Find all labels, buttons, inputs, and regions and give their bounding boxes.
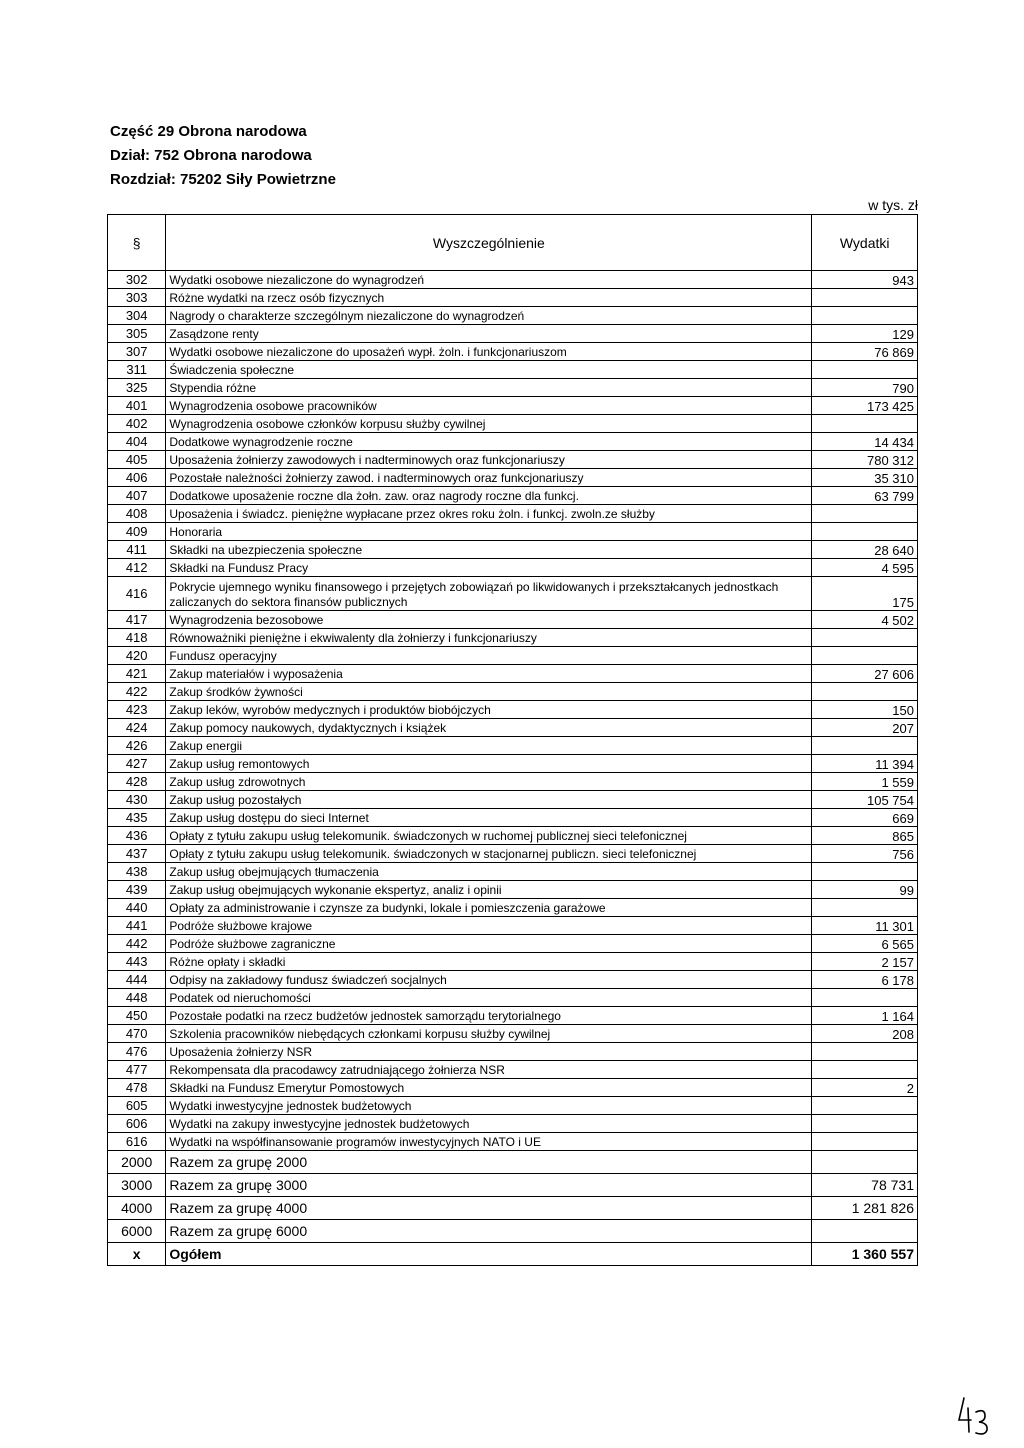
expenditure-value: 175 — [812, 577, 918, 611]
item-description: Pokrycie ujemnego wyniku finansowego i przejętych zobowiązań po likwidowanych i przekształcanych jednostkach zaliczanych do sektora finansów publicznych — [166, 577, 812, 611]
table-row — [108, 307, 918, 325]
document-header — [110, 120, 336, 192]
table-row — [108, 487, 918, 505]
paragraph-code: 420 — [108, 647, 166, 665]
table-row — [108, 773, 918, 791]
expenditure-value — [812, 361, 918, 379]
expenditure-value: 669 — [812, 809, 918, 827]
table-body — [108, 271, 918, 1266]
item-description: Składki na Fundusz Pracy — [166, 559, 812, 577]
item-description: Zakup usług zdrowotnych — [166, 773, 812, 791]
expenditure-value — [812, 505, 918, 523]
paragraph-code: 411 — [108, 541, 166, 559]
item-description: Nagrody o charakterze szczególnym niezaliczone do wynagrodzeń — [166, 307, 812, 325]
paragraph-code: 476 — [108, 1043, 166, 1061]
table-row — [108, 827, 918, 845]
paragraph-code: 305 — [108, 325, 166, 343]
expenditure-value: 207 — [812, 719, 918, 737]
paragraph-code: 428 — [108, 773, 166, 791]
paragraph-code: 412 — [108, 559, 166, 577]
expenditure-value — [812, 1097, 918, 1115]
expenditure-value: 6 178 — [812, 971, 918, 989]
paragraph-code: 605 — [108, 1097, 166, 1115]
expenditure-value: 6 565 — [812, 935, 918, 953]
table-row — [108, 971, 918, 989]
paragraph-code: 438 — [108, 863, 166, 881]
table-row — [108, 379, 918, 397]
expenditure-value: 14 434 — [812, 433, 918, 451]
item-description: Rekompensata dla pracodawcy zatrudniającego żołnierza NSR — [166, 1061, 812, 1079]
table-row — [108, 343, 918, 361]
column-header-description: Wyszczególnienie — [166, 215, 812, 271]
item-description: Szkolenia pracowników niebędących członkami korpusu służby cywilnej — [166, 1025, 812, 1043]
item-description: Wydatki osobowe niezaliczone do wynagrodzeń — [166, 271, 812, 289]
expenditure-value — [812, 1220, 918, 1243]
item-description: Zakup usług dostępu do sieci Internet — [166, 809, 812, 827]
expenditure-value — [812, 737, 918, 755]
paragraph-code: 417 — [108, 611, 166, 629]
expenditure-value: 63 799 — [812, 487, 918, 505]
table-row — [108, 665, 918, 683]
table-row — [108, 737, 918, 755]
expenditure-value: 865 — [812, 827, 918, 845]
expenditure-value: 780 312 — [812, 451, 918, 469]
item-description: Równoważniki pieniężne i ekwiwalenty dla żołnierzy i funkcjonariuszy — [166, 629, 812, 647]
paragraph-code: 448 — [108, 989, 166, 1007]
item-description: Wydatki na zakupy inwestycyjne jednostek budżetowych — [166, 1115, 812, 1133]
table-row — [108, 683, 918, 701]
item-description: Dodatkowe uposażenie roczne dla żołn. zaw. oraz nagrody roczne dla funkcj. — [166, 487, 812, 505]
item-description: Podróże służbowe krajowe — [166, 917, 812, 935]
paragraph-code: 439 — [108, 881, 166, 899]
item-description: Zakup usług pozostałych — [166, 791, 812, 809]
expenditure-value: 4 595 — [812, 559, 918, 577]
unit-label: w tys. zł — [868, 197, 918, 213]
item-description: Wydatki inwestycyjne jednostek budżetowych — [166, 1097, 812, 1115]
expenditure-value: 790 — [812, 379, 918, 397]
paragraph-code: 427 — [108, 755, 166, 773]
paragraph-code: 6000 — [108, 1220, 166, 1243]
table-row — [108, 647, 918, 665]
table-row — [108, 989, 918, 1007]
expenditure-value — [812, 863, 918, 881]
paragraph-code: 418 — [108, 629, 166, 647]
table-row — [108, 845, 918, 863]
expenditure-value: 150 — [812, 701, 918, 719]
table-row — [108, 863, 918, 881]
expenditure-value — [812, 899, 918, 917]
paragraph-code: 303 — [108, 289, 166, 307]
paragraph-code: 3000 — [108, 1174, 166, 1197]
table-row — [108, 559, 918, 577]
paragraph-code: 450 — [108, 1007, 166, 1025]
expenditure-value — [812, 1115, 918, 1133]
table-row — [108, 325, 918, 343]
item-description: Wynagrodzenia bezosobowe — [166, 611, 812, 629]
expenditure-value: 28 640 — [812, 541, 918, 559]
expenditure-value: 173 425 — [812, 397, 918, 415]
paragraph-code: 424 — [108, 719, 166, 737]
table-row — [108, 701, 918, 719]
paragraph-code: 4000 — [108, 1197, 166, 1220]
expenditure-value — [812, 989, 918, 1007]
table-header-row — [108, 215, 918, 271]
part-title: Część 29 Obrona narodowa — [110, 123, 307, 140]
expenditure-table — [107, 214, 918, 1266]
summary-row — [108, 1151, 918, 1174]
table-row — [108, 289, 918, 307]
paragraph-code: 616 — [108, 1133, 166, 1151]
paragraph-code: 402 — [108, 415, 166, 433]
table-row — [108, 451, 918, 469]
paragraph-code: 406 — [108, 469, 166, 487]
paragraph-code: 404 — [108, 433, 166, 451]
item-description: Różne opłaty i składki — [166, 953, 812, 971]
item-description: Wydatki na współfinansowanie programów inwestycyjnych NATO i UE — [166, 1133, 812, 1151]
paragraph-code: 302 — [108, 271, 166, 289]
table-row — [108, 719, 918, 737]
expenditure-value: 78 731 — [812, 1174, 918, 1197]
expenditure-value — [812, 289, 918, 307]
expenditure-value: 99 — [812, 881, 918, 899]
item-description: Odpisy na zakładowy fundusz świadczeń socjalnych — [166, 971, 812, 989]
item-description: Zakup usług obejmujących wykonanie ekspertyz, analiz i opinii — [166, 881, 812, 899]
item-description: Różne wydatki na rzecz osób fizycznych — [166, 289, 812, 307]
table-row — [108, 917, 918, 935]
item-description: Razem za grupę 3000 — [166, 1174, 812, 1197]
table-row — [108, 611, 918, 629]
expenditure-value: 11 301 — [812, 917, 918, 935]
table-row — [108, 523, 918, 541]
item-description: Dodatkowe wynagrodzenie roczne — [166, 433, 812, 451]
item-description: Uposażenia i świadcz. pieniężne wypłacane przez okres roku żoln. i funkcj. zwoln.ze służby — [166, 505, 812, 523]
item-description: Fundusz operacyjny — [166, 647, 812, 665]
handwritten-page-number — [955, 1390, 993, 1438]
expenditure-value: 11 394 — [812, 755, 918, 773]
table-row — [108, 1025, 918, 1043]
table-row — [108, 1043, 918, 1061]
table-row — [108, 1097, 918, 1115]
item-description: Zakup energii — [166, 737, 812, 755]
paragraph-code: 304 — [108, 307, 166, 325]
paragraph-code: 435 — [108, 809, 166, 827]
item-description: Pozostałe podatki na rzecz budżetów jednostek samorządu terytorialnego — [166, 1007, 812, 1025]
item-description: Składki na Fundusz Emerytur Pomostowych — [166, 1079, 812, 1097]
expenditure-value: 35 310 — [812, 469, 918, 487]
table-row — [108, 397, 918, 415]
item-description: Pozostałe należności żołnierzy zawod. i nadterminowych oraz funkcjonariuszy — [166, 469, 812, 487]
paragraph-code: 437 — [108, 845, 166, 863]
expenditure-value — [812, 1133, 918, 1151]
item-description: Razem za grupę 4000 — [166, 1197, 812, 1220]
division-title: Dział: 752 Obrona narodowa — [110, 147, 312, 164]
expenditure-value: 756 — [812, 845, 918, 863]
item-description: Wydatki osobowe niezaliczone do uposażeń wypł. żoln. i funkcjonariuszom — [166, 343, 812, 361]
table-row — [108, 899, 918, 917]
table-row — [108, 935, 918, 953]
chapter-title: Rozdział: 75202 Siły Powietrzne — [110, 171, 336, 188]
item-description: Zakup pomocy naukowych, dydaktycznych i książek — [166, 719, 812, 737]
expenditure-value — [812, 1043, 918, 1061]
summary-row — [108, 1220, 918, 1243]
item-description: Zakup środków żywności — [166, 683, 812, 701]
paragraph-code: 436 — [108, 827, 166, 845]
item-description: Stypendia różne — [166, 379, 812, 397]
paragraph-code: 307 — [108, 343, 166, 361]
summary-row — [108, 1197, 918, 1220]
paragraph-code: 416 — [108, 577, 166, 611]
expenditure-value — [812, 307, 918, 325]
item-description: Uposażenia żołnierzy zawodowych i nadterminowych oraz funkcjonariuszy — [166, 451, 812, 469]
paragraph-code: 408 — [108, 505, 166, 523]
expenditure-value: 27 606 — [812, 665, 918, 683]
item-description: Zakup leków, wyrobów medycznych i produktów biobójczych — [166, 701, 812, 719]
expenditure-value: 1 559 — [812, 773, 918, 791]
paragraph-code: 606 — [108, 1115, 166, 1133]
table-row — [108, 881, 918, 899]
item-description: Składki na ubezpieczenia społeczne — [166, 541, 812, 559]
paragraph-code: 421 — [108, 665, 166, 683]
table-row — [108, 1115, 918, 1133]
column-header-expenditure: Wydatki — [812, 215, 918, 271]
paragraph-code: 325 — [108, 379, 166, 397]
table-row — [108, 271, 918, 289]
expenditure-value — [812, 1151, 918, 1174]
item-description: Ogółem — [166, 1243, 812, 1266]
item-description: Zakup materiałów i wyposażenia — [166, 665, 812, 683]
expenditure-value — [812, 1061, 918, 1079]
table-row — [108, 809, 918, 827]
paragraph-code: 477 — [108, 1061, 166, 1079]
table-row — [108, 505, 918, 523]
item-description: Opłaty z tytułu zakupu usług telekomunik. świadczonych w stacjonarnej publiczn. sieci telefonicznej — [166, 845, 812, 863]
item-description: Zakup usług remontowych — [166, 755, 812, 773]
paragraph-code: 311 — [108, 361, 166, 379]
item-description: Świadczenia społeczne — [166, 361, 812, 379]
item-description: Opłaty z tytułu zakupu usług telekomunik. świadczonych w ruchomej publicznej sieci telefonicznej — [166, 827, 812, 845]
grand-total-row — [108, 1243, 918, 1266]
expenditure-value: 1 360 557 — [812, 1243, 918, 1266]
table-row — [108, 1007, 918, 1025]
table-row — [108, 755, 918, 773]
paragraph-code: 422 — [108, 683, 166, 701]
table-row — [108, 1079, 918, 1097]
expenditure-value: 943 — [812, 271, 918, 289]
table-row — [108, 1061, 918, 1079]
item-description: Zakup usług obejmujących tłumaczenia — [166, 863, 812, 881]
summary-row — [108, 1174, 918, 1197]
item-description: Wynagrodzenia osobowe pracowników — [166, 397, 812, 415]
item-description: Honoraria — [166, 523, 812, 541]
item-description: Razem za grupę 2000 — [166, 1151, 812, 1174]
column-header-paragraph: § — [108, 215, 166, 271]
table-row — [108, 953, 918, 971]
paragraph-code: 440 — [108, 899, 166, 917]
expenditure-value — [812, 647, 918, 665]
expenditure-value: 1 164 — [812, 1007, 918, 1025]
paragraph-code: 401 — [108, 397, 166, 415]
paragraph-code: 405 — [108, 451, 166, 469]
paragraph-code: 443 — [108, 953, 166, 971]
table-row — [108, 433, 918, 451]
table-row — [108, 1133, 918, 1151]
table-row — [108, 361, 918, 379]
paragraph-code: 470 — [108, 1025, 166, 1043]
expenditure-value: 2 157 — [812, 953, 918, 971]
item-description: Podatek od nieruchomości — [166, 989, 812, 1007]
item-description: Razem za grupę 6000 — [166, 1220, 812, 1243]
paragraph-code: 423 — [108, 701, 166, 719]
table-row — [108, 791, 918, 809]
table-row — [108, 469, 918, 487]
expenditure-value — [812, 629, 918, 647]
paragraph-code: 409 — [108, 523, 166, 541]
expenditure-value — [812, 523, 918, 541]
expenditure-value: 76 869 — [812, 343, 918, 361]
paragraph-code: 407 — [108, 487, 166, 505]
paragraph-code: 430 — [108, 791, 166, 809]
expenditure-value: 208 — [812, 1025, 918, 1043]
expenditure-value: 129 — [812, 325, 918, 343]
expenditure-value — [812, 415, 918, 433]
item-description: Opłaty za administrowanie i czynsze za budynki, lokale i pomieszczenia garażowe — [166, 899, 812, 917]
item-description: Wynagrodzenia osobowe członków korpusu służby cywilnej — [166, 415, 812, 433]
expenditure-value: 1 281 826 — [812, 1197, 918, 1220]
paragraph-code: 444 — [108, 971, 166, 989]
expenditure-value: 105 754 — [812, 791, 918, 809]
expenditure-value: 4 502 — [812, 611, 918, 629]
paragraph-code: 426 — [108, 737, 166, 755]
expenditure-value: 2 — [812, 1079, 918, 1097]
paragraph-code: 478 — [108, 1079, 166, 1097]
paragraph-code: 442 — [108, 935, 166, 953]
expenditure-value — [812, 683, 918, 701]
item-description: Uposażenia żołnierzy NSR — [166, 1043, 812, 1061]
item-description: Podróże służbowe zagraniczne — [166, 935, 812, 953]
table-row — [108, 629, 918, 647]
paragraph-code: x — [108, 1243, 166, 1266]
paragraph-code: 2000 — [108, 1151, 166, 1174]
item-description: Zasądzone renty — [166, 325, 812, 343]
paragraph-code: 441 — [108, 917, 166, 935]
table-row — [108, 415, 918, 433]
table-row — [108, 577, 918, 611]
table-row — [108, 541, 918, 559]
